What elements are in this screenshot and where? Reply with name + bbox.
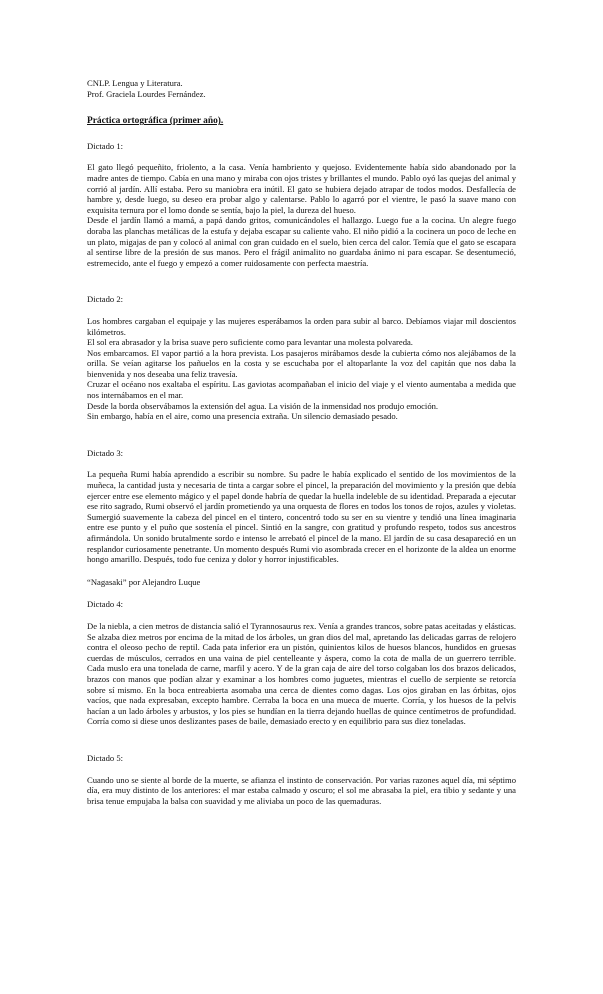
dictado-2-paragraph-2: El sol era abrasador y la brisa suave pero suficiente como para levantar una molesta polvareda. bbox=[87, 337, 413, 348]
dictado-2-paragraph-1: Los hombres cargaban el equipaje y las mujeres esperábamos la orden para subir al barco. Debíamos viajar mil doscientos kilómetros. bbox=[87, 315, 516, 337]
dictado-1-paragraph-1: El gato llegó pequeñito, friolento, a la casa. Venía hambriento y quejoso. Evidentemente había sido abandonado por la madre antes de tiempo. Cabía en una mano y miraba con ojos tristes y brillantes el mundo. Pablo oyó las quejas del animal y corrió al jardín. Allí estaba. Pero su maniobra era inútil. El gato se hubiera dejado atrapar de todos modos. Desfallecía de hambre y, desde luego, su deseo era probar algo y calentarse. Pablo lo agarró por el vientre, le pasó la suave mano con exquisita ternura por el lomo donde se sentía, bajo la piel, la dureza del hueso. bbox=[87, 162, 516, 215]
dictado-2-paragraph-4: Cruzar el océano nos exaltaba el espíritu. Las gaviotas acompañaban el inicio del viaje y el viento aumentaba a medida que nos internábamos en el mar. bbox=[87, 379, 516, 401]
dictado-2-paragraph-6: Sin embargo, había en el aire, como una presencia extraña. Un silencio demasiado pesado. bbox=[87, 411, 398, 422]
dictado-2-paragraph-3: Nos embarcamos. El vapor partió a la hora prevista. Los pasajeros mirábamos desde la cubierta cómo nos alejábamos de la orilla. Se veían agitarse los pañuelos en la costa y se escuchaba por el altoparlante la voz del capitán que nos daba la bienvenida y nos deseaba una feliz travesía. bbox=[87, 347, 516, 379]
dictado-5-heading: Dictado 5: bbox=[87, 752, 124, 763]
dictado-1-paragraph-2: Desde el jardín llamó a mamá, a papá dando gritos, comunicándoles el hallazgo. Luego fue a la cocina. Un alegre fuego doraba las planchas metálicas de la estufa y dejaba escapar su caliente vaho. El niño pidió a la cocinera un poco de leche en un plato, migajas de pan y colocó al animal con gran cuidado en el suelo, bien cerca del calor. Temía que el gato se escapara al sentirse libre de la presión de sus manos. Pero el frágil animalito no guardaba ánimo ni para escapar. Se desentumeció, estremecido, ante el fuego y empezó a comer ruidosamente con perfecta maestría. bbox=[87, 215, 516, 268]
dictado-4-paragraph-1: De la niebla, a cien metros de distancia salió el Tyrannosaurus rex. Venía a grandes trancos, sobre patas aceitadas y elásticas. Se alzaba diez metros por encima de la mitad de los árboles, un gran dios del mal, apretando las delicadas garras de relojero contra el oleoso pecho de reptil. Cada pata inferior era un pistón, quinientos kilos de huesos blancos, hundidos en gruesas cuerdas de músculos, cerrados en una vaina de piel centelleante y áspera, como la cota de malla de un guerrero terrible. Cada muslo era una tonelada de carne, marfil y acero. Y de la gran caja de aire del torso colgaban los dos brazos delicados, brazos con manos que podían alzar y examinar a los hombres como juguetes, mientras el cuello de serpiente se retorcía sobre sí mismo. En la boca entreabierta asomaba una cerca de dientes como dagas. Los ojos giraban en las órbitas, ojos vacíos, que nada expresaban, excepto hambre. Cerraba la boca en una mueca de muerte. Corría, y los huesos de la pelvis hacían a un lado árboles y arbustos, y los pies se hundían en la tierra dejando huellas de quince centímetros de profundidad. Corría como si diese unos deslizantes pases de baile, demasiado erecto y en equilibrio para sus diez toneladas. bbox=[87, 620, 516, 727]
dictado-5-paragraph-1: Cuando uno se siente al borde de la muerte, se afianza el instinto de conservación. Por varias razones aquel día, mi séptimo día, era muy distinto de los anteriores: el mar estaba calmado y oscuro; el sol me abrasaba la piel, era tibio y sedante y una brisa tenue empujaba la balsa con suavidad y me aliviaba un poco de las quemaduras. bbox=[87, 774, 516, 806]
dictado-2-paragraph-5: Desde la borda observábamos la extensión del agua. La visión de la inmensidad nos produjo emoción. bbox=[87, 400, 439, 411]
dictado-1-heading: Dictado 1: bbox=[87, 140, 124, 151]
dictado-3-paragraph-1: La pequeña Rumi había aprendido a escribir su nombre. Su padre le había explicado el sentido de los movimientos de la muñeca, la cantidad justa y necesaria de tinta a cargar sobre el pincel, la preparación del movimiento y la presión que debía ejercer entre ese elemento mágico y el papel donde habría de quedar la huella indeleble de su identidad. Preparada a ejecutar ese rito sagrado, Rumi observó el jardín prometiendo ya una orquesta de flores en todos los tonos de rojos, azules y violetas. Sumergió suavemente la cabeza del pincel en el tintero, concentró todo su ser en su vientre y tendió una línea imaginaria entre ese punto y el puño que sostenía el pincel. Sintió en la sangre, con gratitud y profundo respeto, todos sus ancestros afirmándola. Un sonido brutalmente sordo e intenso le arrebató el pincel de la mano. El jardín de su casa desapareció en un resplandor curiosamente penetrante. Un momento después Rumi vio asombrada crecer en el horizonte de la aldea un enorme hongo amarillo. Después, todo fue ceniza y dolor y horror injustificables. bbox=[87, 469, 516, 565]
document-title: Práctica ortográfica (primer año). bbox=[87, 116, 224, 127]
dictado-3-heading: Dictado 3: bbox=[87, 447, 124, 458]
teacher-line: Prof. Graciela Lourdes Fernández. bbox=[87, 88, 206, 99]
school-line: CNLP. Lengua y Literatura. bbox=[87, 78, 183, 88]
dictado-3-author: “Nagasaki” por Alejandro Luque bbox=[87, 576, 201, 587]
dictado-4-heading: Dictado 4: bbox=[87, 599, 124, 610]
dictado-2-heading: Dictado 2: bbox=[87, 294, 124, 305]
